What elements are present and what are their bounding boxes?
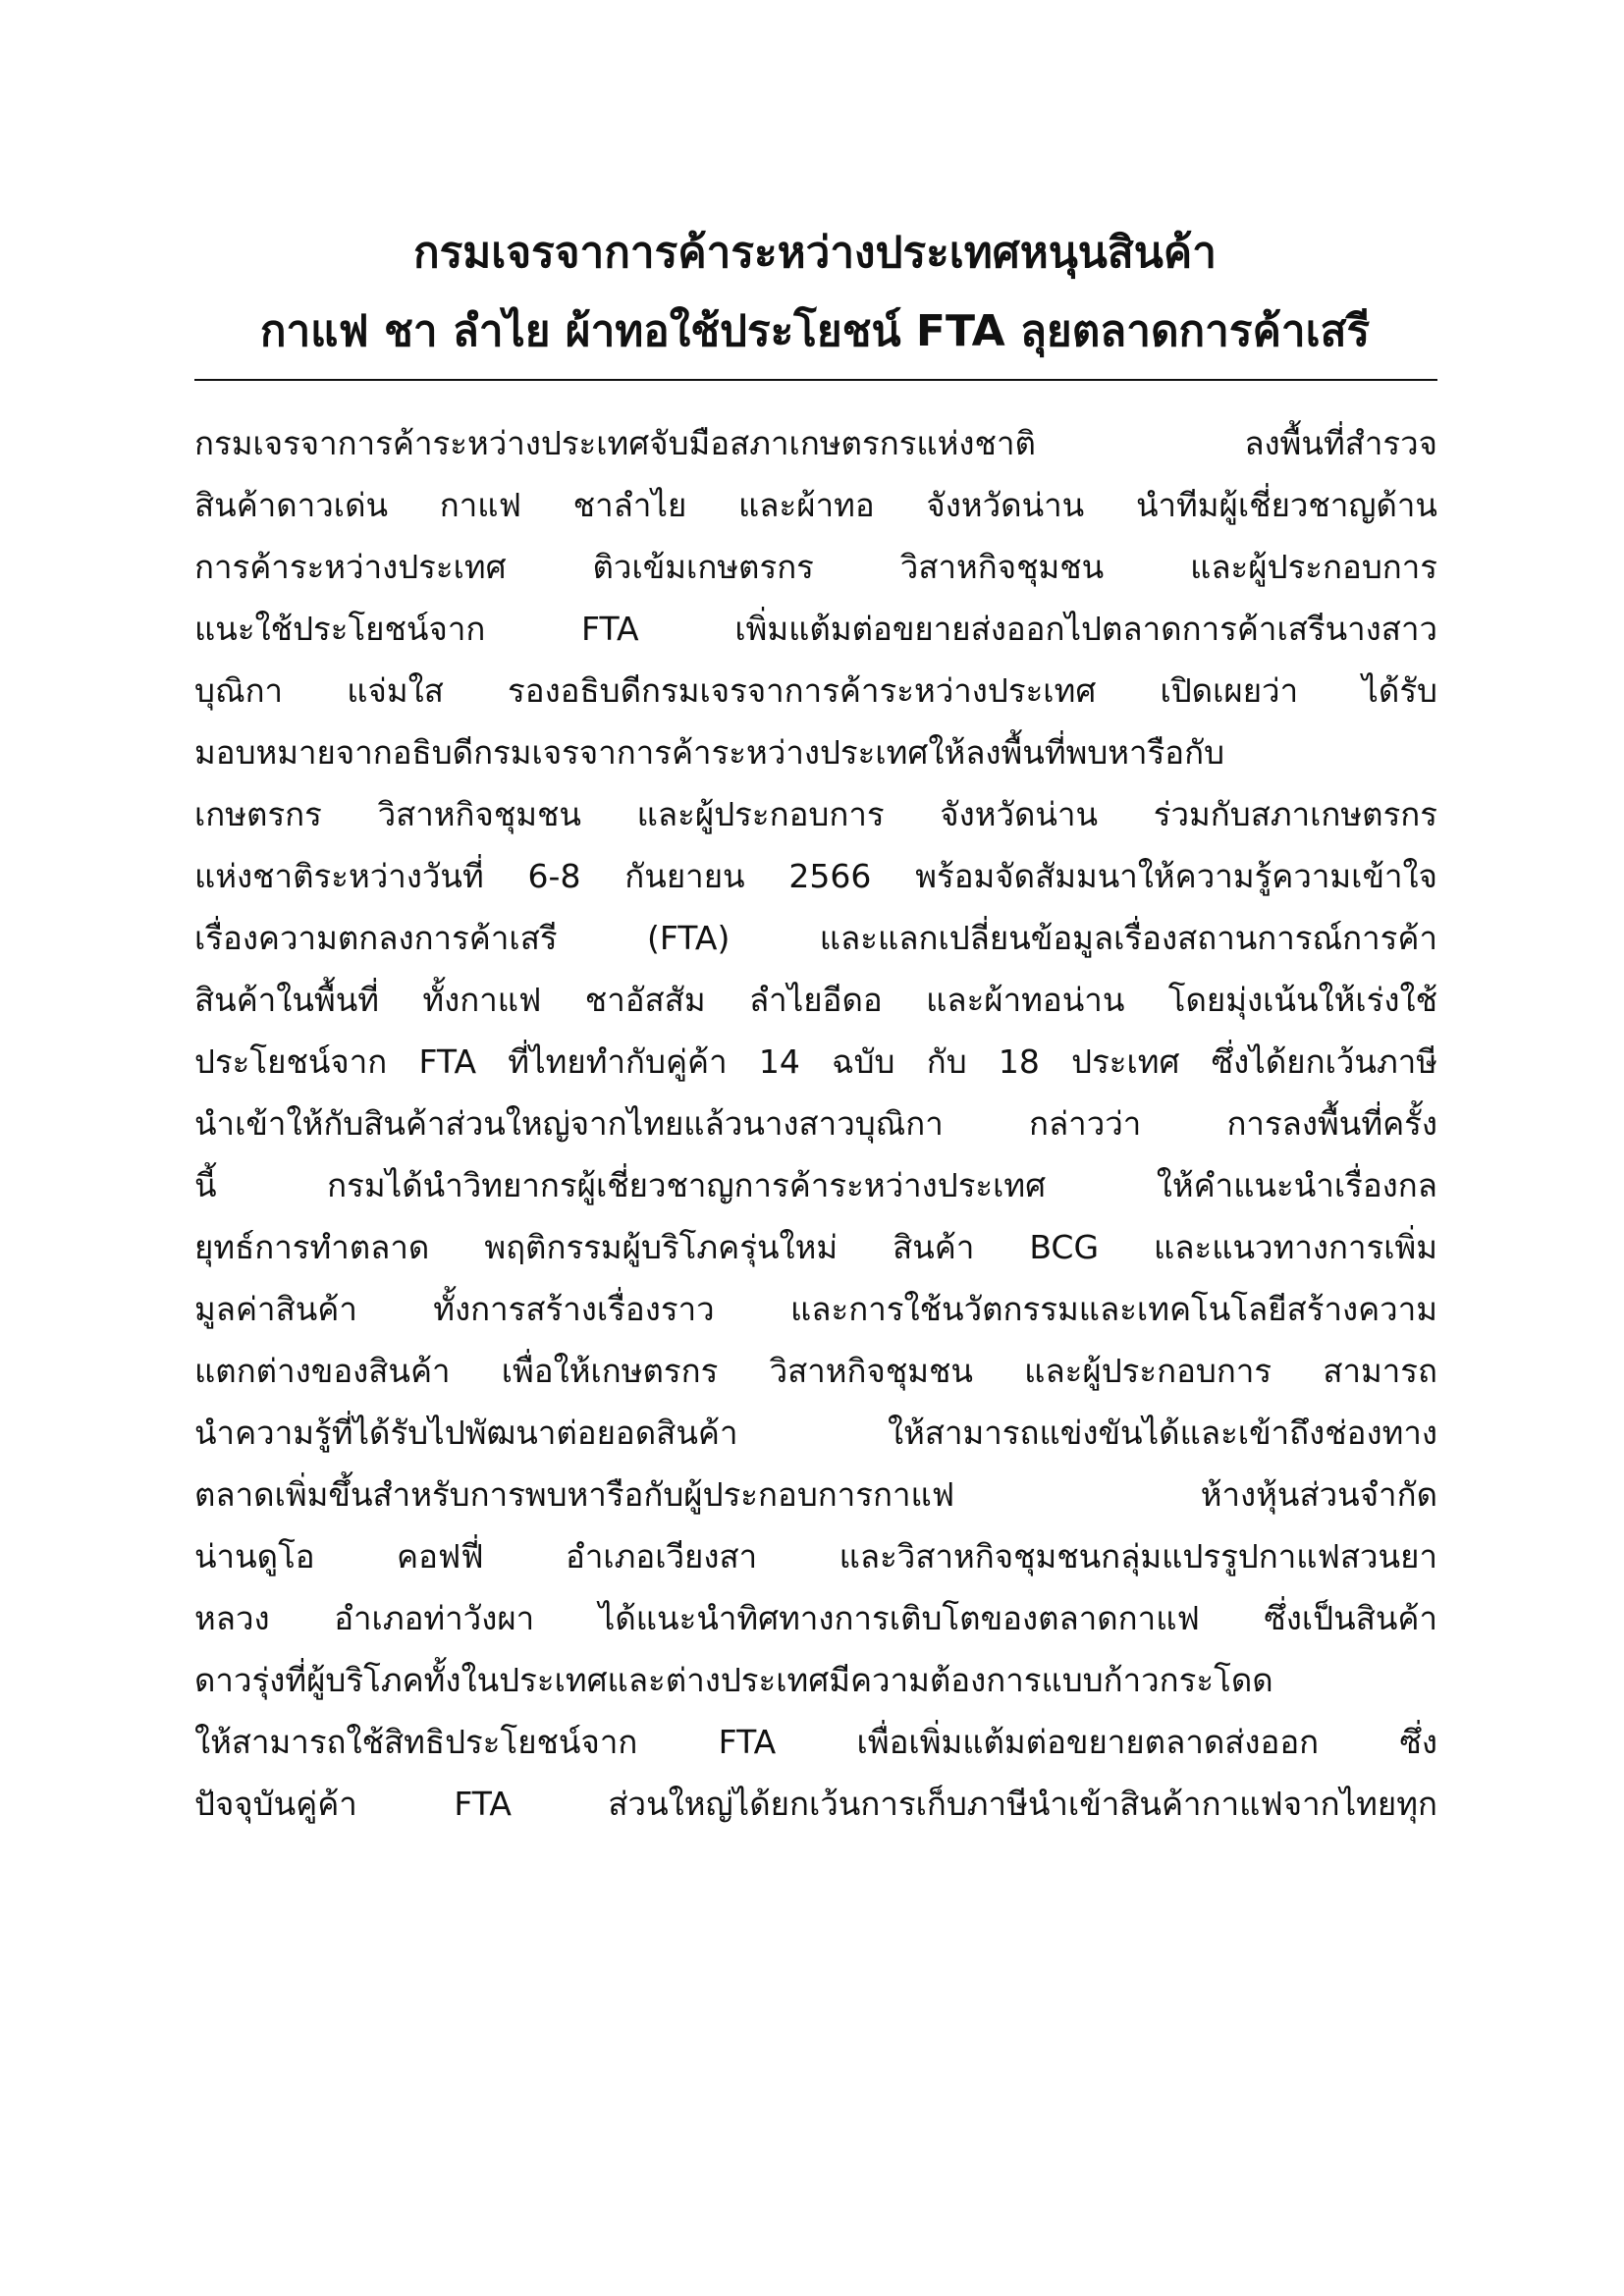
body-line: บุณิกา แจ่มใส รองอธิบดีกรมเจรจาการค้าระหว่างประเทศ เปิดเผยว่า ได้รับ bbox=[194, 671, 1437, 710]
document-title bbox=[191, 214, 1438, 371]
body-line: แตกต่างของสินค้า เพื่อให้เกษตรกร วิสาหกิจชุมชน และผู้ประกอบการ สามารถ bbox=[194, 1352, 1437, 1390]
body-line: นี้ กรมได้นำวิทยากรผู้เชี่ยวชาญการค้าระหว่างประเทศ ให้คำแนะนำเรื่องกล bbox=[194, 1166, 1437, 1204]
title-divider bbox=[194, 379, 1437, 381]
title-line-2: กาแฟ ชา ลำไย ผ้าทอใช้ประโยชน์ FTA ลุยตลาดการค้าเสรี bbox=[259, 306, 1371, 356]
body-line: กรมเจรจาการค้าระหว่างประเทศจับมือสภาเกษตรกรแห่งชาติ ลงพื้นที่สำรวจ bbox=[194, 424, 1437, 462]
body-line: ปัจจุบันคู่ค้า FTA ส่วนใหญ่ได้ยกเว้นการเก็บภาษีนำเข้าสินค้ากาแฟจากไทยทุก bbox=[194, 1785, 1437, 1823]
body-line: มูลค่าสินค้า ทั้งการสร้างเรื่องราว และการใช้นวัตกรรมและเทคโนโลยีสร้างความ bbox=[194, 1290, 1437, 1328]
body-line: การค้าระหว่างประเทศ ติวเข้มเกษตรกร วิสาหกิจชุมชน และผู้ประกอบการ bbox=[194, 548, 1437, 586]
body-line: น่านดูโอ คอฟฟี่ อำเภอเวียงสา และวิสาหกิจชุมชนกลุ่มแปรรูปกาแฟสวนยา bbox=[194, 1537, 1437, 1575]
body-line: สินค้าในพื้นที่ ทั้งกาแฟ ชาอัสสัม ลำไยอีดอ และผ้าทอน่าน โดยมุ่งเน้นให้เร่งใช้ bbox=[194, 981, 1437, 1019]
body-line: แห่งชาติระหว่างวันที่ 6-8 กันยายน 2566 พร้อมจัดสัมมนาให้ความรู้ความเข้าใจ bbox=[194, 857, 1437, 895]
body-line: ให้สามารถใช้สิทธิประโยชน์จาก FTA เพื่อเพิ่มแต้มต่อขยายตลาดส่งออก ซึ่ง bbox=[194, 1723, 1437, 1761]
body-line: มอบหมายจากอธิบดีกรมเจรจาการค้าระหว่างประเทศให้ลงพื้นที่พบหารือกับ bbox=[194, 733, 1225, 772]
body-line: ตลาดเพิ่มขึ้นสำหรับการพบหารือกับผู้ประกอบการกาแฟ ห้างหุ้นส่วนจำกัด bbox=[194, 1475, 1437, 1514]
article-body bbox=[194, 412, 1437, 1835]
body-line: หลวง อำเภอท่าวังผา ได้แนะนำทิศทางการเติบโตของตลาดกาแฟ ซึ่งเป็นสินค้า bbox=[194, 1599, 1437, 1637]
body-line: ประโยชน์จาก FTA ที่ไทยทำกับคู่ค้า 14 ฉบับ กับ 18 ประเทศ ซึ่งได้ยกเว้นภาษี bbox=[194, 1042, 1437, 1081]
body-line: ดาวรุ่งที่ผู้บริโภคทั้งในประเทศและต่างประเทศมีความต้องการแบบก้าวกระโดด bbox=[194, 1661, 1273, 1699]
body-line: เกษตรกร วิสาหกิจชุมชน และผู้ประกอบการ จังหวัดน่าน ร่วมกับสภาเกษตรกร bbox=[194, 795, 1437, 833]
body-line: ยุทธ์การทำตลาด พฤติกรรมผู้บริโภครุ่นใหม่ สินค้า BCG และแนวทางการเพิ่ม bbox=[194, 1228, 1437, 1266]
body-line: สินค้าดาวเด่น กาแฟ ชาลำไย และผ้าทอ จังหวัดน่าน นำทีมผู้เชี่ยวชาญด้าน bbox=[194, 486, 1437, 524]
body-line: แนะใช้ประโยชน์จาก FTA เพิ่มแต้มต่อขยายส่งออกไปตลาดการค้าเสรีนางสาว bbox=[194, 610, 1437, 648]
body-line: นำเข้าให้กับสินค้าส่วนใหญ่จากไทยแล้วนางสาวบุณิกา กล่าวว่า การลงพื้นที่ครั้ง bbox=[194, 1104, 1437, 1143]
body-line: เรื่องความตกลงการค้าเสรี (FTA) และแลกเปลี่ยนข้อมูลเรื่องสถานการณ์การค้า bbox=[194, 919, 1437, 957]
title-line-1: กรมเจรจาการค้าระหว่างประเทศหนุนสินค้า bbox=[413, 228, 1217, 278]
body-line: นำความรู้ที่ได้รับไปพัฒนาต่อยอดสินค้า ให้สามารถแข่งขันได้และเข้าถึงช่องทาง bbox=[194, 1414, 1437, 1452]
